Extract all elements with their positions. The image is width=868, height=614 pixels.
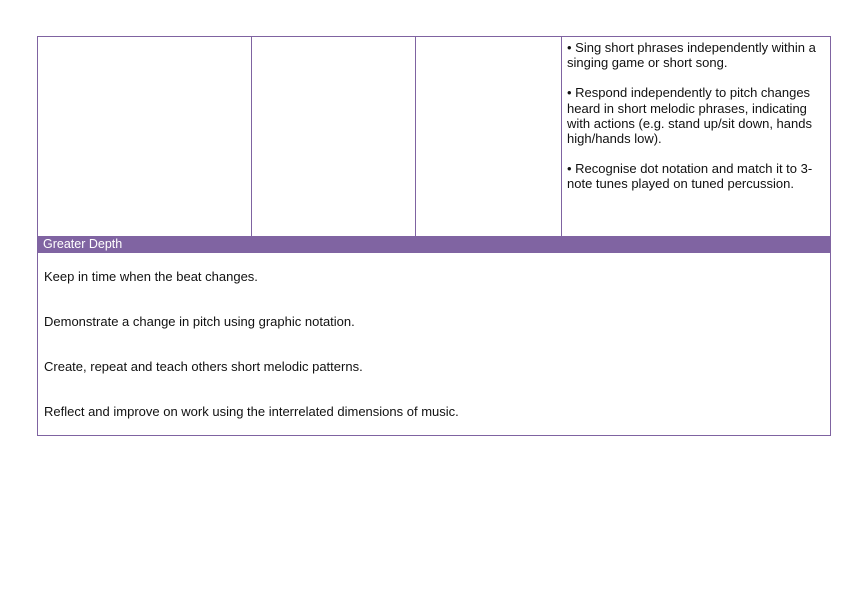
table-cell-empty-2 (252, 37, 416, 236)
assessment-table-row (37, 36, 831, 236)
greater-depth-item: Demonstrate a change in pitch using graphic notation. (44, 314, 355, 329)
table-cell-empty-1 (38, 37, 252, 236)
greater-depth-box (37, 253, 831, 436)
greater-depth-heading: Greater Depth (37, 236, 831, 253)
criteria-bullet: • Recognise dot notation and match it to 3-note tunes played on tuned percussion. (567, 161, 813, 192)
table-cell-empty-3 (416, 37, 562, 236)
criteria-bullet: • Respond independently to pitch changes heard in short melodic phrases, indicating with actions (e.g. stand up/sit down, hands high/hands low). (567, 85, 812, 147)
greater-depth-item: Reflect and improve on work using the interrelated dimensions of music. (44, 404, 459, 419)
greater-depth-item: Keep in time when the beat changes. (44, 269, 258, 284)
table-cell-criteria (562, 37, 830, 236)
criteria-bullet: • Sing short phrases independently within a singing game or short song. (567, 40, 816, 71)
greater-depth-item: Create, repeat and teach others short melodic patterns. (44, 359, 363, 374)
